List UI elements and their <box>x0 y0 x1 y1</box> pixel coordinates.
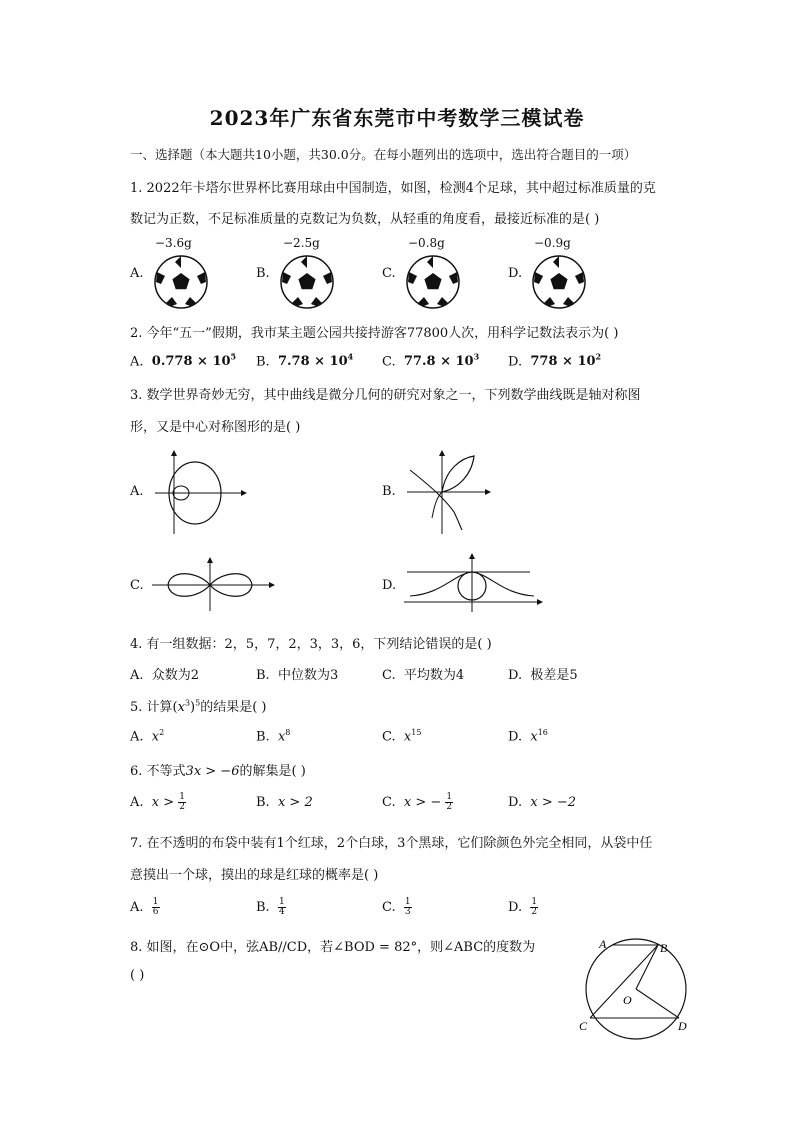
q6-option-b: B. x > 2 <box>256 795 313 810</box>
q4-text: 4. 有一组数据：2，5，7，2，3，3，6，下列结论错误的是( ) <box>130 637 492 652</box>
q1-line2: 数记为正数，不足标准质量的克数记为负数，从轻重的角度看，最接近标准的是( ) <box>130 212 600 227</box>
q3-curve-a-figure <box>150 448 250 538</box>
soccer-ball-icon <box>532 255 586 309</box>
page-title: 2023年广东省东莞市中考数学三模试卷 <box>209 106 585 130</box>
q2-option-b: B. $7.78 \times 10^4$ <box>256 352 354 370</box>
q6-option-c: C. x > − $\frac{1}{2}$ <box>382 792 453 812</box>
point-d-label: D <box>678 1019 687 1033</box>
soccer-ball-icon <box>406 255 460 309</box>
q1-a-value: −3.6g <box>155 236 192 250</box>
point-b-label: B <box>660 941 668 955</box>
q6-text: 6. 不等式3x > −6的解集是( ) <box>130 764 306 779</box>
q1-b-label: B. <box>256 266 270 281</box>
q7-option-a: A. $\frac{1}{6}$ <box>130 897 159 917</box>
q5-option-a: A. $x^2$ <box>130 728 165 745</box>
q4-option-b: B. 中位数为3 <box>256 668 339 683</box>
q5-option-c: C. $x^{15}$ <box>382 728 422 745</box>
point-c-label: C <box>579 1019 588 1033</box>
q1-d-value: −0.9g <box>534 236 571 250</box>
q6-option-a: A. x > $\frac{1}{2}$ <box>130 792 186 812</box>
q3-d-label: D. <box>382 578 397 593</box>
q1-b-value: −2.5g <box>283 236 320 250</box>
q3-a-label: A. <box>130 484 144 499</box>
q1-a-label: A. <box>130 266 144 281</box>
q3-b-label: B. <box>382 484 396 499</box>
q1-c-label: C. <box>382 266 396 281</box>
q5-text: 5. 计算$(x^3)^5$的结果是( ) <box>130 698 267 715</box>
section-header: 一、选择题（本大题共10小题，共30.0分。在每小题列出的选项中，选出符合题目的一项） <box>130 147 637 162</box>
q1-line1: 1. 2022年卡塔尔世界杯比赛用球由中国制造，如图，检测4个足球，其中超过标准质量的克 <box>130 181 656 196</box>
q4-option-c: C. 平均数为4 <box>382 668 465 683</box>
q7-option-d: D. $\frac{1}{2}$ <box>508 897 538 917</box>
q1-c-value: −0.8g <box>408 236 445 250</box>
q7-option-b: B. $\frac{1}{4}$ <box>256 897 285 917</box>
q8-circle-figure <box>578 936 698 1046</box>
q6-option-d: D. x > −2 <box>508 795 577 810</box>
soccer-ball-icon <box>280 255 334 309</box>
q3-line2: 形，又是中心对称图形的是( ) <box>130 420 301 435</box>
q2-text: 2. 今年“五一”假期，我市某主题公园共接持游客77800人次，用科学记数法表示为( ) <box>130 326 619 341</box>
q2-option-c: C. $77.8 \times 10^3$ <box>382 352 480 370</box>
q4-option-d: D. 极差是5 <box>508 668 578 683</box>
q5-option-d: D. $x^{16}$ <box>508 728 548 745</box>
q4-option-a: A. 众数为2 <box>130 668 200 683</box>
q8-text: 8. 如图，在⊙O中，弦AB//CD，若∠BOD = 82°，则∠ABC的度数为 <box>130 940 536 955</box>
q2-option-a: A. $0.778 \times 10^5$ <box>130 352 237 370</box>
q3-curve-b-figure <box>402 448 497 538</box>
soccer-ball-icon <box>154 255 208 309</box>
q7-option-c: C. $\frac{1}{3}$ <box>382 897 411 917</box>
q3-curve-d-figure <box>402 552 547 614</box>
point-o-label: O <box>623 993 632 1007</box>
point-a-label: A <box>599 937 607 951</box>
q3-line1: 3. 数学世界奇妙无穷，其中曲线是微分几何的研究对象之一，下列数学曲线既是轴对称图 <box>130 388 641 403</box>
q5-option-b: B. $x^8$ <box>256 728 291 745</box>
q7-line1: 7. 在不透明的布袋中装有1个红球，2个白球，3个黑球，它们除颜色外完全相同，从袋中任 <box>130 836 653 851</box>
q3-c-label: C. <box>130 578 144 593</box>
q8-line2: ( ) <box>130 968 145 983</box>
q1-d-label: D. <box>508 266 523 281</box>
q2-option-d: D. $778 \times 10^2$ <box>508 352 602 370</box>
q7-line2: 意摸出一个球，摸出的球是红球的概率是( ) <box>130 868 379 883</box>
q3-curve-c-figure <box>150 555 280 615</box>
